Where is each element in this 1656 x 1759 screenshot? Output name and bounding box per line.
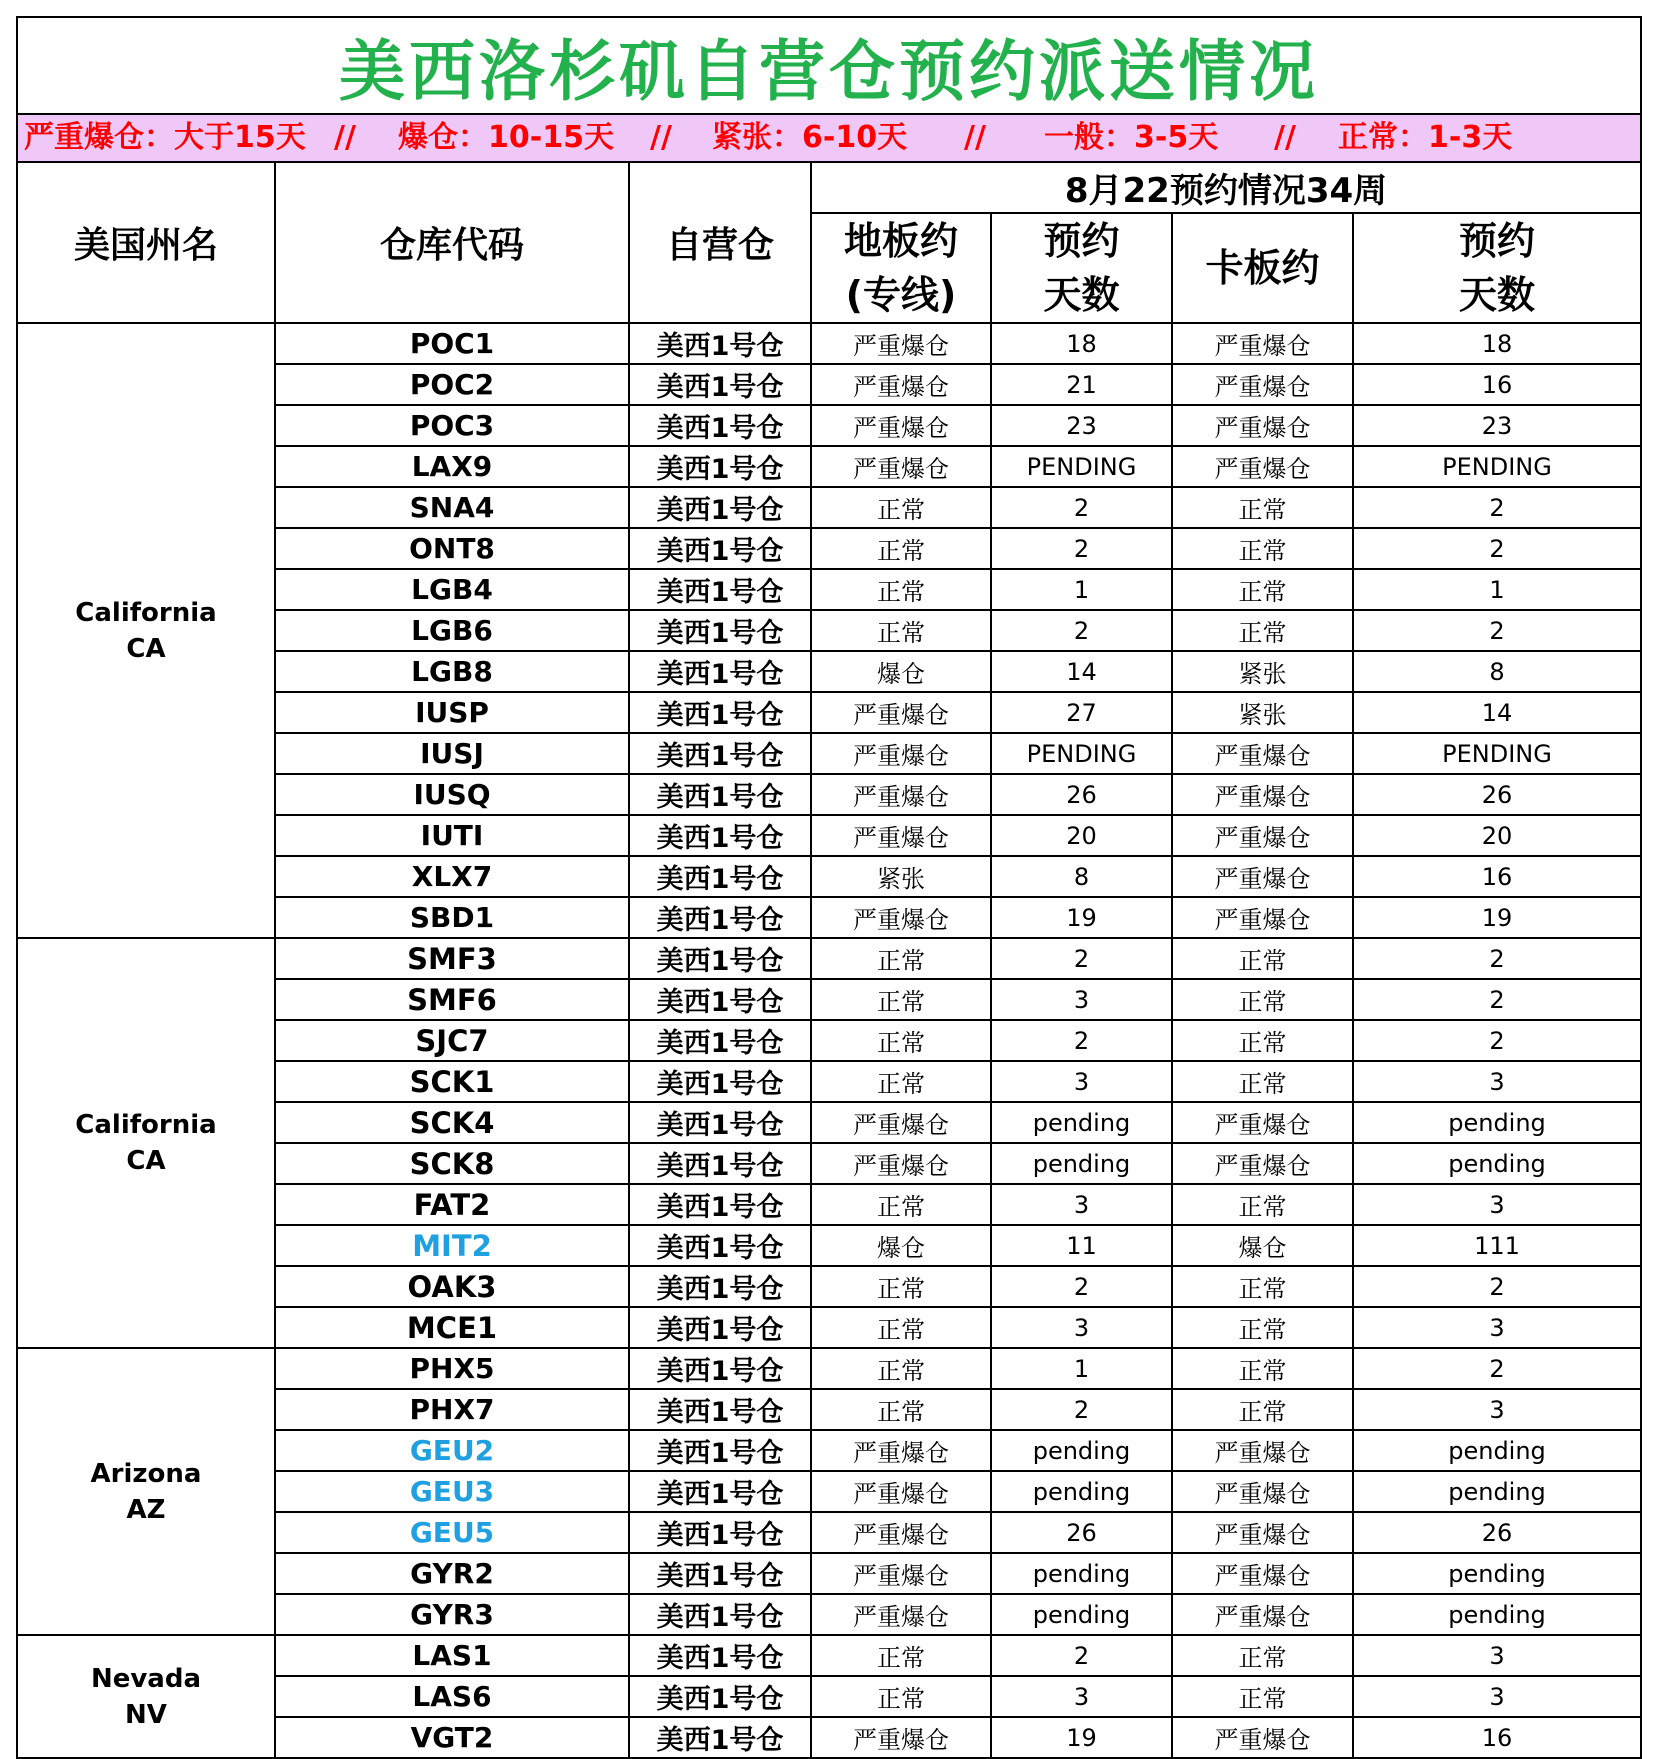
floor-days-cell: 2 xyxy=(991,1635,1172,1676)
pallet-days-cell: pending xyxy=(1353,1102,1641,1143)
pallet-status-cell: 严重爆仓 xyxy=(1172,1553,1353,1594)
legend-separator: // xyxy=(650,120,672,155)
pallet-status-cell: 严重爆仓 xyxy=(1172,1717,1353,1758)
floor-status-cell: 严重爆仓 xyxy=(811,774,991,815)
pallet-days-cell: pending xyxy=(1353,1430,1641,1471)
floor-status-cell: 严重爆仓 xyxy=(811,897,991,938)
warehouse-code-cell: IUSJ xyxy=(275,733,629,774)
legend-bar xyxy=(17,114,1641,162)
pallet-days-cell: 3 xyxy=(1353,1307,1641,1348)
table-row xyxy=(17,938,1641,979)
floor-days-cell: 2 xyxy=(991,487,1172,528)
header-floor-line2: (专线) xyxy=(845,273,957,317)
pallet-days-cell: 16 xyxy=(1353,1717,1641,1758)
warehouse-name-cell: 美西1号仓 xyxy=(629,323,811,364)
warehouse-name-cell: 美西1号仓 xyxy=(629,979,811,1020)
floor-status-cell: 严重爆仓 xyxy=(811,405,991,446)
floor-status-cell: 正常 xyxy=(811,1635,991,1676)
warehouse-name-cell: 美西1号仓 xyxy=(629,938,811,979)
pallet-days-cell: 2 xyxy=(1353,487,1641,528)
warehouse-code-cell: SCK8 xyxy=(275,1143,629,1184)
floor-days-cell: 2 xyxy=(991,528,1172,569)
floor-days-cell: pending xyxy=(991,1102,1172,1143)
warehouse-code-cell: MIT2 xyxy=(275,1225,629,1266)
state-cell xyxy=(17,938,275,1348)
pallet-status-cell: 严重爆仓 xyxy=(1172,1430,1353,1471)
pallet-days-cell: 19 xyxy=(1353,897,1641,938)
pallet-days-cell: 26 xyxy=(1353,774,1641,815)
table-row xyxy=(17,323,1641,364)
pallet-days-cell: 3 xyxy=(1353,1061,1641,1102)
floor-days-cell: pending xyxy=(991,1471,1172,1512)
warehouse-code-cell: SJC7 xyxy=(275,1020,629,1061)
pallet-status-cell: 正常 xyxy=(1172,569,1353,610)
table-row xyxy=(17,1635,1641,1676)
floor-status-cell: 正常 xyxy=(811,1348,991,1389)
warehouse-name-cell: 美西1号仓 xyxy=(629,733,811,774)
warehouse-name-cell: 美西1号仓 xyxy=(629,774,811,815)
legend-full: 爆仓：10-15天 xyxy=(398,120,614,155)
warehouse-name-cell: 美西1号仓 xyxy=(629,1184,811,1225)
floor-days-cell: 26 xyxy=(991,774,1172,815)
warehouse-code-cell: SCK4 xyxy=(275,1102,629,1143)
warehouse-code-cell: IUTI xyxy=(275,815,629,856)
pallet-days-cell: 26 xyxy=(1353,1512,1641,1553)
pallet-days-cell: 3 xyxy=(1353,1184,1641,1225)
header-floor-days-line2: 天数 xyxy=(1043,273,1120,317)
schedule-table xyxy=(16,16,1642,1759)
warehouse-code-cell: POC2 xyxy=(275,364,629,405)
pallet-status-cell: 严重爆仓 xyxy=(1172,1471,1353,1512)
floor-status-cell: 严重爆仓 xyxy=(811,815,991,856)
warehouse-name-cell: 美西1号仓 xyxy=(629,1266,811,1307)
warehouse-name-cell: 美西1号仓 xyxy=(629,1061,811,1102)
pallet-status-cell: 正常 xyxy=(1172,528,1353,569)
pallet-status-cell: 紧张 xyxy=(1172,692,1353,733)
pallet-status-cell: 正常 xyxy=(1172,1020,1353,1061)
floor-days-cell: 3 xyxy=(991,1184,1172,1225)
warehouse-code-cell: LGB4 xyxy=(275,569,629,610)
header-code: 仓库代码 xyxy=(275,162,629,323)
warehouse-name-cell: 美西1号仓 xyxy=(629,1676,811,1717)
pallet-status-cell: 严重爆仓 xyxy=(1172,364,1353,405)
warehouse-name-cell: 美西1号仓 xyxy=(629,487,811,528)
pallet-days-cell: 23 xyxy=(1353,405,1641,446)
warehouse-code-cell: PHX5 xyxy=(275,1348,629,1389)
legend-tight: 紧张：6-10天 xyxy=(712,120,908,155)
page-title: 美西洛杉矶自营仓预约派送情况 xyxy=(17,17,1641,114)
floor-days-cell: 11 xyxy=(991,1225,1172,1266)
state-abbr: NV xyxy=(125,1699,167,1730)
floor-days-cell: 18 xyxy=(991,323,1172,364)
floor-status-cell: 严重爆仓 xyxy=(811,446,991,487)
warehouse-name-cell: 美西1号仓 xyxy=(629,1471,811,1512)
floor-days-cell: pending xyxy=(991,1143,1172,1184)
warehouse-code-cell: ONT8 xyxy=(275,528,629,569)
warehouse-name-cell: 美西1号仓 xyxy=(629,364,811,405)
floor-days-cell: 26 xyxy=(991,1512,1172,1553)
floor-days-cell: 8 xyxy=(991,856,1172,897)
legend-separator: // xyxy=(334,120,356,155)
state-abbr: CA xyxy=(126,1146,166,1176)
pallet-status-cell: 严重爆仓 xyxy=(1172,897,1353,938)
warehouse-code-cell: LAX9 xyxy=(275,446,629,487)
floor-days-cell: 3 xyxy=(991,1061,1172,1102)
warehouse-name-cell: 美西1号仓 xyxy=(629,610,811,651)
pallet-days-cell: 3 xyxy=(1353,1635,1641,1676)
floor-status-cell: 严重爆仓 xyxy=(811,1102,991,1143)
pallet-status-cell: 正常 xyxy=(1172,1389,1353,1430)
pallet-days-cell: pending xyxy=(1353,1143,1641,1184)
header-warehouse: 自营仓 xyxy=(629,162,811,323)
table-row xyxy=(17,1348,1641,1389)
floor-days-cell: PENDING xyxy=(991,733,1172,774)
floor-days-cell: 1 xyxy=(991,569,1172,610)
floor-days-cell: 1 xyxy=(991,1348,1172,1389)
header-floor-line1: 地板约 xyxy=(843,219,958,263)
pallet-days-cell: pending xyxy=(1353,1471,1641,1512)
header-pallet-days-line2: 天数 xyxy=(1459,273,1536,317)
floor-status-cell: 正常 xyxy=(811,610,991,651)
legend-severe: 严重爆仓：大于15天 xyxy=(24,120,306,155)
floor-status-cell: 严重爆仓 xyxy=(811,364,991,405)
pallet-status-cell: 严重爆仓 xyxy=(1172,405,1353,446)
warehouse-code-cell: GEU2 xyxy=(275,1430,629,1471)
floor-status-cell: 正常 xyxy=(811,569,991,610)
pallet-days-cell: 1 xyxy=(1353,569,1641,610)
warehouse-code-cell: MCE1 xyxy=(275,1307,629,1348)
floor-days-cell: 21 xyxy=(991,364,1172,405)
warehouse-name-cell: 美西1号仓 xyxy=(629,1143,811,1184)
pallet-days-cell: 2 xyxy=(1353,528,1641,569)
warehouse-code-cell: IUSP xyxy=(275,692,629,733)
pallet-days-cell: 18 xyxy=(1353,323,1641,364)
state-name: Nevada xyxy=(90,1663,202,1694)
warehouse-name-cell: 美西1号仓 xyxy=(629,1635,811,1676)
warehouse-name-cell: 美西1号仓 xyxy=(629,1512,811,1553)
warehouse-name-cell: 美西1号仓 xyxy=(629,1553,811,1594)
pallet-status-cell: 严重爆仓 xyxy=(1172,774,1353,815)
floor-status-cell: 正常 xyxy=(811,1266,991,1307)
header-pallet: 卡板约 xyxy=(1172,213,1353,323)
pallet-days-cell: 2 xyxy=(1353,1348,1641,1389)
warehouse-code-cell: SBD1 xyxy=(275,897,629,938)
pallet-status-cell: 正常 xyxy=(1172,487,1353,528)
warehouse-name-cell: 美西1号仓 xyxy=(629,692,811,733)
header-pallet-days xyxy=(1353,213,1641,323)
pallet-status-cell: 爆仓 xyxy=(1172,1225,1353,1266)
warehouse-code-cell: GYR3 xyxy=(275,1594,629,1635)
warehouse-code-cell: GYR2 xyxy=(275,1553,629,1594)
warehouse-code-cell: POC1 xyxy=(275,323,629,364)
pallet-days-cell: PENDING xyxy=(1353,446,1641,487)
state-name: California xyxy=(75,1110,217,1140)
floor-days-cell: 20 xyxy=(991,815,1172,856)
floor-days-cell: 3 xyxy=(991,979,1172,1020)
floor-status-cell: 严重爆仓 xyxy=(811,323,991,364)
warehouse-code-cell: GEU3 xyxy=(275,1471,629,1512)
floor-status-cell: 严重爆仓 xyxy=(811,1143,991,1184)
floor-days-cell: pending xyxy=(991,1594,1172,1635)
floor-status-cell: 正常 xyxy=(811,528,991,569)
pallet-status-cell: 严重爆仓 xyxy=(1172,1102,1353,1143)
pallet-days-cell: 2 xyxy=(1353,610,1641,651)
floor-days-cell: 2 xyxy=(991,938,1172,979)
floor-days-cell: 2 xyxy=(991,1389,1172,1430)
pallet-status-cell: 正常 xyxy=(1172,610,1353,651)
floor-days-cell: 3 xyxy=(991,1676,1172,1717)
floor-status-cell: 严重爆仓 xyxy=(811,1471,991,1512)
pallet-status-cell: 正常 xyxy=(1172,1676,1353,1717)
warehouse-name-cell: 美西1号仓 xyxy=(629,651,811,692)
pallet-days-cell: 3 xyxy=(1353,1676,1641,1717)
pallet-days-cell: 20 xyxy=(1353,815,1641,856)
floor-days-cell: PENDING xyxy=(991,446,1172,487)
pallet-status-cell: 严重爆仓 xyxy=(1172,1512,1353,1553)
warehouse-code-cell: OAK3 xyxy=(275,1266,629,1307)
floor-status-cell: 正常 xyxy=(811,979,991,1020)
legend-normal: 正常：1-3天 xyxy=(1338,120,1513,155)
header-state: 美国州名 xyxy=(17,162,275,323)
pallet-status-cell: 正常 xyxy=(1172,979,1353,1020)
pallet-days-cell: 2 xyxy=(1353,979,1641,1020)
floor-status-cell: 正常 xyxy=(811,487,991,528)
state-name: Arizona xyxy=(90,1458,202,1489)
pallet-status-cell: 严重爆仓 xyxy=(1172,815,1353,856)
warehouse-code-cell: LGB8 xyxy=(275,651,629,692)
warehouse-code-cell: LGB6 xyxy=(275,610,629,651)
floor-days-cell: 14 xyxy=(991,651,1172,692)
pallet-status-cell: 严重爆仓 xyxy=(1172,856,1353,897)
pallet-days-cell: pending xyxy=(1353,1553,1641,1594)
pallet-days-cell: PENDING xyxy=(1353,733,1641,774)
legend-normal-plus: 一般：3-5天 xyxy=(1044,120,1219,155)
floor-days-cell: 23 xyxy=(991,405,1172,446)
legend-separator: // xyxy=(964,120,986,155)
warehouse-name-cell: 美西1号仓 xyxy=(629,446,811,487)
pallet-days-cell: 14 xyxy=(1353,692,1641,733)
warehouse-name-cell: 美西1号仓 xyxy=(629,1020,811,1061)
pallet-status-cell: 正常 xyxy=(1172,938,1353,979)
warehouse-code-cell: GEU5 xyxy=(275,1512,629,1553)
floor-status-cell: 严重爆仓 xyxy=(811,692,991,733)
floor-status-cell: 严重爆仓 xyxy=(811,1512,991,1553)
state-cell xyxy=(17,323,275,938)
warehouse-code-cell: SMF3 xyxy=(275,938,629,979)
floor-status-cell: 正常 xyxy=(811,1061,991,1102)
warehouse-name-cell: 美西1号仓 xyxy=(629,1717,811,1758)
pallet-status-cell: 正常 xyxy=(1172,1266,1353,1307)
schedule-sheet xyxy=(16,16,1640,1756)
floor-days-cell: 19 xyxy=(991,897,1172,938)
warehouse-code-cell: LAS6 xyxy=(275,1676,629,1717)
pallet-status-cell: 紧张 xyxy=(1172,651,1353,692)
warehouse-code-cell: IUSQ xyxy=(275,774,629,815)
state-cell xyxy=(17,1635,275,1758)
state-cell xyxy=(17,1348,275,1635)
header-floor-days xyxy=(991,213,1172,323)
floor-status-cell: 严重爆仓 xyxy=(811,733,991,774)
floor-status-cell: 严重爆仓 xyxy=(811,1717,991,1758)
pallet-status-cell: 正常 xyxy=(1172,1348,1353,1389)
header-floor-days-line1: 预约 xyxy=(1043,219,1120,263)
pallet-days-cell: 2 xyxy=(1353,1266,1641,1307)
header-floor xyxy=(811,213,991,323)
floor-status-cell: 正常 xyxy=(811,938,991,979)
warehouse-name-cell: 美西1号仓 xyxy=(629,1430,811,1471)
warehouse-name-cell: 美西1号仓 xyxy=(629,1348,811,1389)
floor-status-cell: 正常 xyxy=(811,1676,991,1717)
floor-status-cell: 正常 xyxy=(811,1307,991,1348)
warehouse-name-cell: 美西1号仓 xyxy=(629,1389,811,1430)
pallet-status-cell: 严重爆仓 xyxy=(1172,323,1353,364)
header-pallet-days-line1: 预约 xyxy=(1459,219,1536,263)
floor-status-cell: 正常 xyxy=(811,1184,991,1225)
floor-status-cell: 严重爆仓 xyxy=(811,1594,991,1635)
warehouse-code-cell: PHX7 xyxy=(275,1389,629,1430)
floor-days-cell: 27 xyxy=(991,692,1172,733)
warehouse-name-cell: 美西1号仓 xyxy=(629,815,811,856)
warehouse-name-cell: 美西1号仓 xyxy=(629,1225,811,1266)
pallet-days-cell: 8 xyxy=(1353,651,1641,692)
warehouse-name-cell: 美西1号仓 xyxy=(629,856,811,897)
floor-days-cell: 19 xyxy=(991,1717,1172,1758)
warehouse-code-cell: SMF6 xyxy=(275,979,629,1020)
floor-days-cell: 2 xyxy=(991,1266,1172,1307)
header-group: 8月22预约情况34周 xyxy=(811,162,1641,213)
floor-days-cell: 3 xyxy=(991,1307,1172,1348)
warehouse-name-cell: 美西1号仓 xyxy=(629,1594,811,1635)
floor-status-cell: 正常 xyxy=(811,1020,991,1061)
floor-days-cell: 2 xyxy=(991,1020,1172,1061)
pallet-days-cell: 111 xyxy=(1353,1225,1641,1266)
warehouse-code-cell: VGT2 xyxy=(275,1717,629,1758)
warehouse-code-cell: XLX7 xyxy=(275,856,629,897)
pallet-status-cell: 正常 xyxy=(1172,1307,1353,1348)
warehouse-code-cell: SNA4 xyxy=(275,487,629,528)
pallet-days-cell: 16 xyxy=(1353,856,1641,897)
warehouse-name-cell: 美西1号仓 xyxy=(629,405,811,446)
warehouse-code-cell: SCK1 xyxy=(275,1061,629,1102)
floor-status-cell: 紧张 xyxy=(811,856,991,897)
floor-status-cell: 严重爆仓 xyxy=(811,1430,991,1471)
pallet-status-cell: 正常 xyxy=(1172,1061,1353,1102)
floor-status-cell: 严重爆仓 xyxy=(811,1553,991,1594)
pallet-status-cell: 严重爆仓 xyxy=(1172,1594,1353,1635)
pallet-status-cell: 严重爆仓 xyxy=(1172,446,1353,487)
floor-status-cell: 正常 xyxy=(811,1389,991,1430)
floor-status-cell: 爆仓 xyxy=(811,651,991,692)
pallet-status-cell: 正常 xyxy=(1172,1635,1353,1676)
warehouse-code-cell: LAS1 xyxy=(275,1635,629,1676)
state-name: California xyxy=(75,597,217,628)
pallet-days-cell: pending xyxy=(1353,1594,1641,1635)
warehouse-name-cell: 美西1号仓 xyxy=(629,528,811,569)
floor-status-cell: 爆仓 xyxy=(811,1225,991,1266)
warehouse-name-cell: 美西1号仓 xyxy=(629,1307,811,1348)
warehouse-code-cell: FAT2 xyxy=(275,1184,629,1225)
pallet-days-cell: 2 xyxy=(1353,938,1641,979)
pallet-days-cell: 16 xyxy=(1353,364,1641,405)
pallet-status-cell: 严重爆仓 xyxy=(1172,733,1353,774)
floor-days-cell: 2 xyxy=(991,610,1172,651)
pallet-days-cell: 2 xyxy=(1353,1020,1641,1061)
warehouse-code-cell: POC3 xyxy=(275,405,629,446)
state-abbr: CA xyxy=(126,633,166,664)
floor-days-cell: pending xyxy=(991,1430,1172,1471)
pallet-days-cell: 3 xyxy=(1353,1389,1641,1430)
state-abbr: AZ xyxy=(126,1494,166,1525)
warehouse-name-cell: 美西1号仓 xyxy=(629,897,811,938)
pallet-status-cell: 正常 xyxy=(1172,1184,1353,1225)
pallet-status-cell: 严重爆仓 xyxy=(1172,1143,1353,1184)
legend-separator: // xyxy=(1274,120,1296,155)
warehouse-name-cell: 美西1号仓 xyxy=(629,569,811,610)
floor-days-cell: pending xyxy=(991,1553,1172,1594)
warehouse-name-cell: 美西1号仓 xyxy=(629,1102,811,1143)
